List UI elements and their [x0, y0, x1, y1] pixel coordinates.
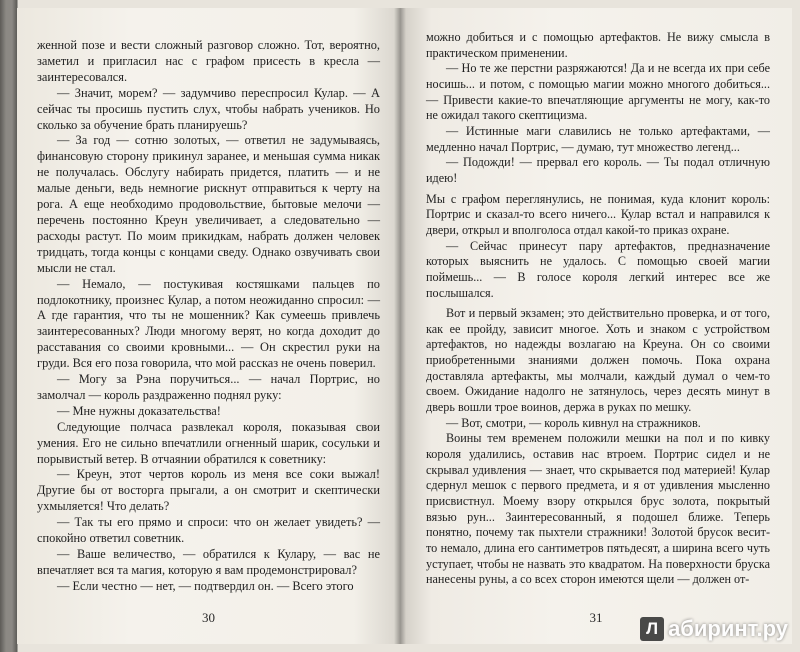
- left-paragraph: — Могу за Рэна поручиться... — начал Портрис, но замолчал — король раздраженно поднял руку:: [37, 372, 380, 402]
- left-paragraph: — Ваше величество, — обратился к Кулару, — вас не впечатляет вся та магия, которую я вам продемонстрировал?: [37, 547, 380, 577]
- right-paragraph: Мы с графом переглянулись, не понимая, куда клонит король: Портрис и сказал-то всего ничего... Кулар встал и направился к двери, открыл и вполголоса отдал какой-то приказ охране.: [426, 191, 770, 237]
- left-paragraph: — Немало, — постукивая костяшками пальцев по подлокотнику, произнес Кулар, а потом неожиданно спросил: — А где гарантия, что ты не мошенник? Как сумеешь привлечь заинтересованных? Люди многому верят, но когда доходит до расставания со своими кровными... — Он скрестил руки на груди. Вся его поза говорила, что мой рассказ не очень поверил.: [37, 276, 380, 371]
- labirint-watermark: [640, 616, 788, 642]
- left-paragraph: — Мне нужны доказательства!: [57, 403, 221, 418]
- right-page: [400, 8, 792, 644]
- watermark-text: абиринт.ру: [668, 616, 788, 641]
- right-paragraph: Вот и первый экзамен; это действительно проверка, и от того, как ее пройду, зависит многое. Хоть и знаком с устройством артефактов, но надежды возлагаю на Креуна. Он со своими приобретенными знаниями должен помочь. Пока охрана доставляла артефакты, мы молчали, каждый думал о чем-то своем. Ожидание надолго не затянулось, через десять минут в дверь вошли трое воинов, держа в руках по мешку.: [426, 306, 770, 415]
- right-paragraph: Воины тем временем положили мешки на пол и по кивку короля удалились, оставив нас втроем. Портрис сидел и не скрывал удивления — знает, что скрывается под материей! Кулар сдернул мешок с первого предмета, и я от удивления мысленно присвистнул. Моему взору открылся брус золота, покрытый вязью рун... Заинтересованный, я подошел ближе. Теперь понятно, почему так пыхтели стражники! Золотой брусок весит-то немало, длина его сантиметров пятьдесят, а ширина всего чуть уступает, чтобы не назвать это квадратом. На поверхности бруска нанесены руны, а со всех сторон имеются щели — должен от-: [426, 431, 770, 587]
- right-page-number: 31: [589, 610, 603, 625]
- left-paragraph: — Так ты его прямо и спроси: что он желает увидеть? — спокойно ответил советник.: [37, 515, 380, 546]
- left-paragraph: Следующие полчаса развлекал короля, показывая свои умения. Его не сильно впечатлили огненный шарик, сосульки и порывистый ветер. В отчаянии обратился к советнику:: [37, 419, 380, 466]
- left-page-number: 30: [202, 610, 215, 625]
- right-paragraph: — Сейчас принесут пару артефактов, предназначение которых выяснить не удалось. С помощью своей магии поймешь... — В голосе короля легкий интерес все же послышался.: [426, 238, 770, 300]
- left-paragraph: женной позе и вести сложный разговор сложно. Тот, вероятно, заметил и пригласил нас с графом присесть в кресла — заинтересовался.: [37, 38, 380, 84]
- left-paragraph: — Значит, морем? — задумчиво переспросил Кулар. — А сейчас ты просишь пустить слух, чтобы набрать учеников. Но сколько за обучение брать планируешь?: [37, 85, 380, 132]
- labirint-logo-icon: Л: [640, 617, 664, 641]
- left-page-text: [37, 38, 380, 595]
- left-paragraph: — За год — сотню золотых, — ответил не задумываясь, финансовую сторону прикинул заранее, и меньшая сумма никак не получалась. Обслугу набирать придется, платить — и не малые деньги, ведь немногие рискнут отправиться к черту на рога. А еще необходимо продовольствие, бытовые мелочи — перечень постоянно Креун увеличивает, а следовательно — расходы растут. По моим прикидкам, набрать должен человек тридцать, тогда концы с концами сведу. Однако озвучивать свои мысли не стал.: [37, 133, 380, 275]
- left-paragraph: — Креун, этот чертов король из меня все соки выжал! Другие бы от восторга прыгали, а он смотрит и скептически ухмыляется! Что делать?: [37, 467, 380, 514]
- left-paragraph: — Если честно — нет, — подтвердил он. — Всего этого: [57, 578, 354, 593]
- right-paragraph: — Вот, смотри, — король кивнул на стражников.: [446, 415, 701, 430]
- right-paragraph: — Но те же перстни разряжаются! Да и не всегда их при себе носишь... и потом, с помощью магии можно многого добиться... — Привести какие-то впечатляющие аргументы не могу, как-то не ожидал такого скептицизма.: [426, 61, 770, 123]
- right-paragraph: — Подожди! — прервал его король. — Ты подал отличную идею!: [426, 155, 770, 185]
- left-page: [17, 8, 400, 644]
- right-page-text: [426, 30, 770, 588]
- right-paragraph: — Истинные маги славились не только артефактами, — медленно начал Портрис, — думаю, тут множество легенд...: [426, 123, 770, 154]
- right-paragraph: можно добиться и с помощью артефактов. Не вижу смысла в практическом применении.: [426, 30, 770, 60]
